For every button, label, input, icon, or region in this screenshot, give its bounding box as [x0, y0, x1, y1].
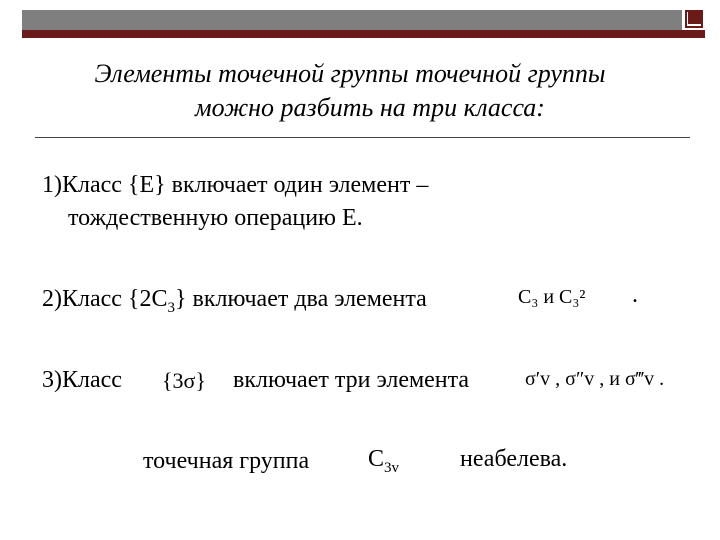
class-2-text: 2)Класс {2C [42, 286, 168, 312]
top-decor-underline [22, 30, 705, 38]
slide-title-line-2: можно разбить на три класса: [195, 93, 545, 122]
conclusion-group [368, 446, 400, 476]
class-2-subscript: 3 [167, 300, 175, 316]
slide-title-line-1: Элементы точечной группы точечной группы [94, 59, 606, 88]
class-2-period: . [632, 282, 638, 308]
class-3-math-elements: σ′v , σ″v , и σ‴v . [525, 368, 665, 390]
class-1-line-2: тождественную операцию E. [68, 205, 363, 231]
title-divider [35, 137, 690, 138]
top-decor-fill-right [688, 12, 702, 24]
class-2-text-2: } включает два элемента [174, 286, 427, 312]
conclusion-prefix: точечная группа [143, 448, 310, 474]
class-2-math-elements: C₃ и C₃² [518, 286, 586, 308]
conclusion-suffix: неабелева. [460, 446, 568, 472]
class-1-line-1: 1)Класс {E} включает один элемент – [42, 172, 429, 198]
class-2-line [42, 284, 427, 317]
class-3-text: 3)Класс [42, 367, 122, 393]
top-decor-square-left [22, 10, 38, 26]
class-3-text-2: включает три элемента [233, 367, 470, 393]
conclusion-group-subscript: 3v [384, 460, 400, 476]
conclusion-group-letter: C [368, 446, 385, 472]
class-3-math-symbol: {3σ} [162, 368, 206, 393]
class-3-line [42, 365, 122, 395]
top-decor-bar [22, 10, 682, 30]
